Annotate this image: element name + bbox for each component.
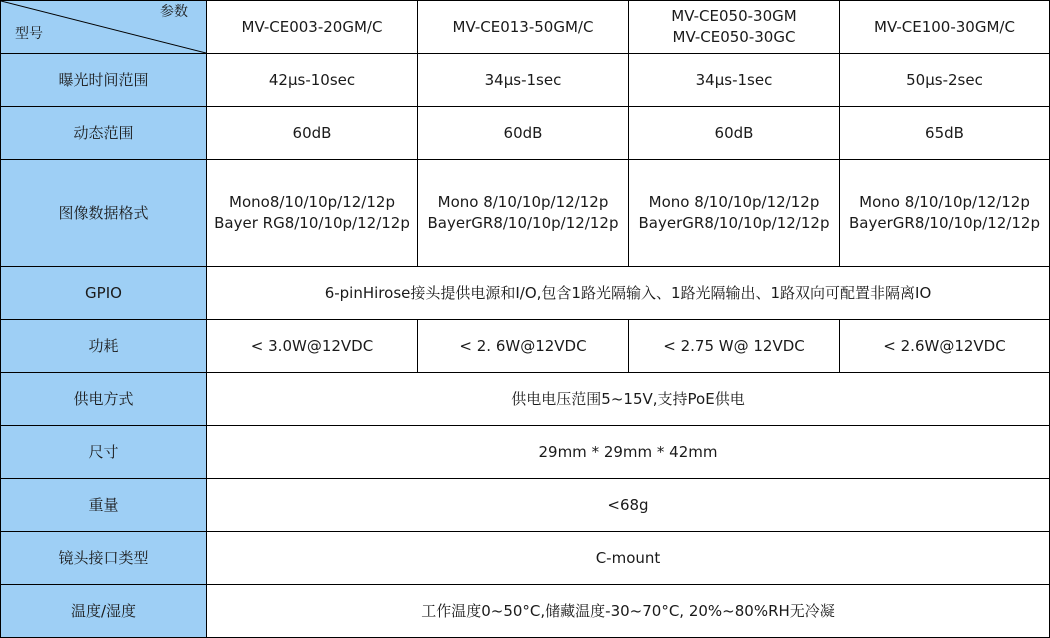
table-row: [1, 54, 1050, 107]
table-cell: < 2. 6W@12VDC: [418, 320, 629, 373]
row-label: 尺寸: [1, 426, 207, 479]
row-label: 功耗: [1, 320, 207, 373]
table-row: [1, 107, 1050, 160]
table-cell: [207, 160, 418, 267]
table-cell: 50μs-2sec: [840, 54, 1050, 107]
row-label: 镜头接口类型: [1, 532, 207, 585]
format-line: Bayer RG8/10/10p/12/12p: [214, 214, 410, 232]
row-label: 动态范围: [1, 107, 207, 160]
table-row: [1, 532, 1050, 585]
model-name: MV-CE100-30GM/C: [874, 17, 1015, 36]
table-row: [1, 585, 1050, 638]
table-cell-merged: <68g: [207, 479, 1050, 532]
row-label: GPIO: [1, 267, 207, 320]
model-header-cell: [207, 1, 418, 54]
model-name: MV-CE003-20GM/C: [241, 17, 383, 36]
format-line: BayerGR8/10/10p/12/12p: [427, 214, 619, 232]
format-line: Mono 8/10/10p/12/12p: [437, 193, 609, 211]
row-label: 重量: [1, 479, 207, 532]
corner-header-cell: [1, 1, 207, 54]
row-label: 温度/湿度: [1, 585, 207, 638]
table-row: [1, 426, 1050, 479]
table-cell: < 2.6W@12VDC: [840, 320, 1050, 373]
table-cell: 65dB: [840, 107, 1050, 160]
table-cell: < 3.0W@12VDC: [207, 320, 418, 373]
model-header-cell: [418, 1, 629, 54]
format-line: Mono8/10/10p/12/12p: [229, 193, 395, 211]
model-header-cell: [840, 1, 1050, 54]
table-cell: [840, 160, 1050, 267]
table-row: [1, 320, 1050, 373]
table-cell-merged: 6-pinHirose接头提供电源和I/O,包含1路光隔输入、1路光隔输出、1路双向可配置非隔离IO: [207, 267, 1050, 320]
table-cell: 34μs-1sec: [629, 54, 840, 107]
table-cell-merged: 工作温度0~50°C,储藏温度-30~70°C, 20%~80%RH无冷凝: [207, 585, 1050, 638]
table-row: [1, 373, 1050, 426]
table-cell: 60dB: [418, 107, 629, 160]
table-cell: 34μs-1sec: [418, 54, 629, 107]
table-row: [1, 160, 1050, 267]
table-cell-merged: 29mm * 29mm * 42mm: [207, 426, 1050, 479]
table-cell: [629, 160, 840, 267]
row-label: 曝光时间范围: [1, 54, 207, 107]
format-line: Mono 8/10/10p/12/12p: [648, 193, 820, 211]
table-cell: < 2.75 W@ 12VDC: [629, 320, 840, 373]
table-cell: 60dB: [207, 107, 418, 160]
row-label: 供电方式: [1, 373, 207, 426]
table-cell: 60dB: [629, 107, 840, 160]
table-row: [1, 479, 1050, 532]
table-cell: 42μs-10sec: [207, 54, 418, 107]
model-header-cell: [629, 1, 840, 54]
corner-model-label: 型号: [15, 26, 43, 42]
table-cell-merged: 供电电压范围5~15V,支持PoE供电: [207, 373, 1050, 426]
format-line: Mono 8/10/10p/12/12p: [859, 193, 1030, 211]
corner-param-label: 参数: [160, 4, 188, 20]
row-label: 图像数据格式: [1, 160, 207, 267]
format-line: BayerGR8/10/10p/12/12p: [849, 214, 1040, 232]
model-name: MV-CE050-30GM: [671, 7, 797, 25]
table-row: [1, 267, 1050, 320]
header-row: [1, 1, 1050, 54]
model-name: MV-CE013-50GM/C: [452, 17, 594, 36]
table-cell: [418, 160, 629, 267]
format-line: BayerGR8/10/10p/12/12p: [638, 214, 830, 232]
table-cell-merged: C-mount: [207, 532, 1050, 585]
model-name: MV-CE050-30GC: [672, 28, 796, 46]
